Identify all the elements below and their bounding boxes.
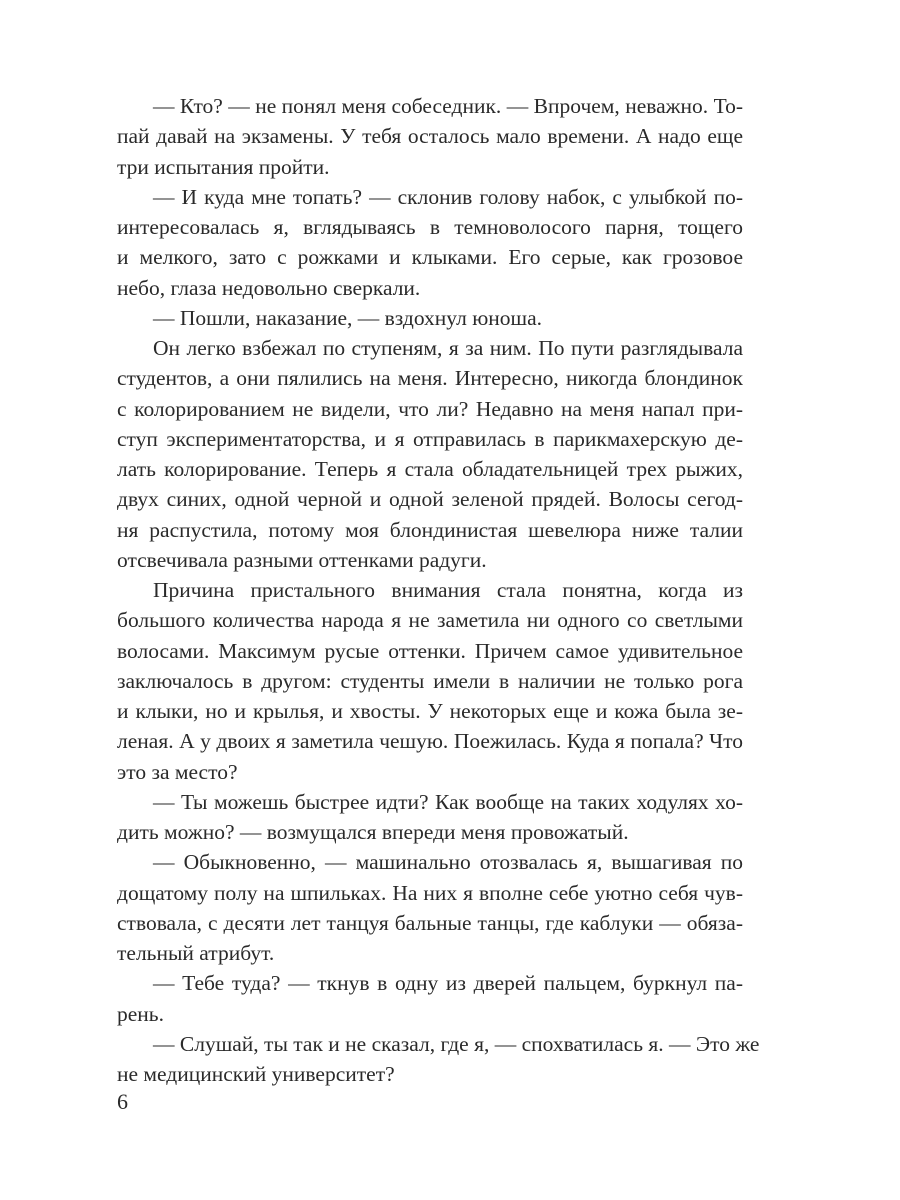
body-text <box>117 91 760 1089</box>
text-line: пай давай на экзамены. У тебя осталось мало времени. А надо еще <box>117 124 743 149</box>
text-line: волосами. Максимум русые оттенки. Причем самое удивительное <box>117 638 743 663</box>
text-line: — Обыкновенно, — машинально отозвалась я, вышагивая по <box>153 850 743 875</box>
text-line: — Тебе туда? — ткнув в одну из дверей пальцем, буркнул па- <box>153 971 743 996</box>
text-line: — Слушай, ты так и не сказал, где я, — спохватилась я. — Это же <box>153 1031 760 1056</box>
text-line: — Пошли, наказание, — вздохнул юноша. <box>153 305 542 330</box>
text-line: — Кто? — не понял меня собеседник. — Впрочем, неважно. То- <box>153 94 743 118</box>
text-line: дить можно? — возмущался впереди меня провожатый. <box>117 820 629 844</box>
text-line: — И куда мне топать? — склонив голову набок, с улыбкой по- <box>153 184 743 209</box>
text-line: ступ экспериментаторства, и я отправилась в парикмахерскую де- <box>117 426 743 451</box>
text-line: три испытания пройти. <box>117 154 330 179</box>
text-line: не медицинский университет? <box>117 1062 395 1086</box>
text-line: лать колорирование. Теперь я стала обладательницей трех рыжих, <box>117 457 743 481</box>
text-line: ня распустила, потому моя блондинистая шевелюра ниже талии <box>117 517 743 542</box>
text-line: леная. А у двоих я заметила чешую. Поежилась. Куда я попала? Что <box>117 729 743 754</box>
text-line: двух синих, одной черной и одной зеленой прядей. Волосы сегод- <box>117 487 743 512</box>
text-line: большого количества народа я не заметила ни одного со светлыми <box>117 608 743 633</box>
text-line: тельный атрибут. <box>117 941 275 965</box>
text-line: с колорированием не видели, что ли? Недавно на меня напал при- <box>117 396 743 421</box>
text-line: интересовалась я, вглядываясь в темноволосого парня, тощего <box>117 215 743 239</box>
text-line: рень. <box>117 1001 164 1026</box>
page-number: 6 <box>117 1089 128 1114</box>
text-line: ствовала, с десяти лет танцуя бальные танцы, где каблуки — обяза- <box>117 910 743 935</box>
text-line: Причина пристального внимания стала понятна, когда из <box>153 578 743 602</box>
text-line: и клыки, но и крылья, и хвосты. У некоторых еще и кожа была зе- <box>117 699 743 723</box>
text-line: и мелкого, зато с рожками и клыками. Его серые, как грозовое <box>117 245 743 270</box>
text-line: это за место? <box>117 759 238 784</box>
text-line: небо, глаза недовольно сверкали. <box>117 275 421 300</box>
text-line: дощатому полу на шпильках. На них я вполне себе уютно себя чув- <box>117 880 743 905</box>
text-line: — Ты можешь быстрее идти? Как вообще на таких ходулях хо- <box>153 789 743 814</box>
text-line: отсвечивала разными оттенками радуги. <box>117 547 487 572</box>
text-line: Он легко взбежал по ступеням, я за ним. По пути разглядывала <box>153 336 743 360</box>
text-line: заключалось в другом: студенты имели в наличии не только рога <box>117 668 743 693</box>
text-line: студентов, а они пялились на меня. Интересно, никогда блондинок <box>117 366 743 391</box>
